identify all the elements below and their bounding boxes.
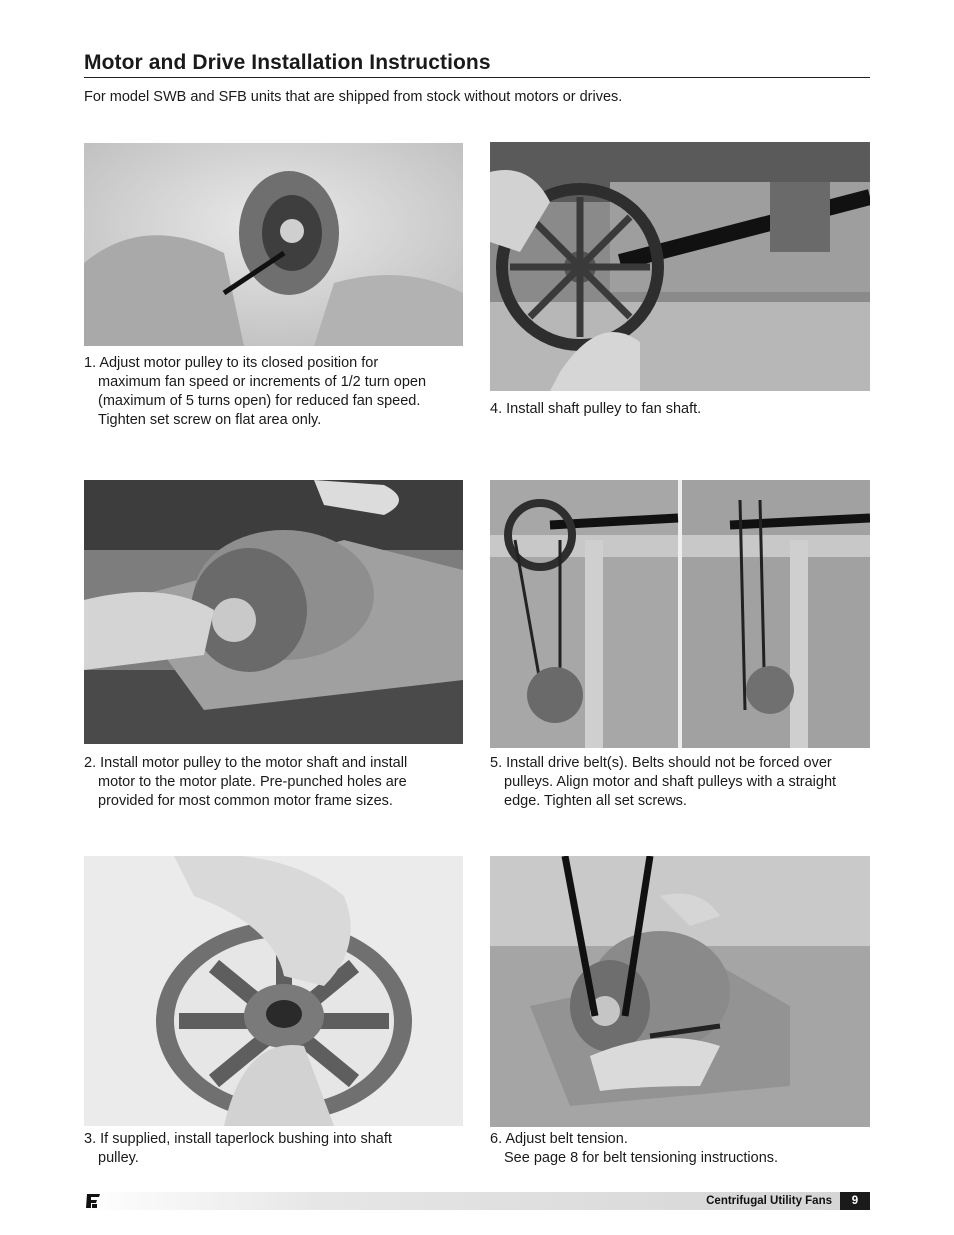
greenheck-logo-icon <box>84 1192 102 1210</box>
caption-line: 1. Adjust motor pulley to its closed position for <box>84 355 379 371</box>
caption-line: 2. Install motor pulley to the motor shaft and install <box>84 755 408 771</box>
caption-line: motor to the motor plate. Pre-punched holes are <box>98 774 407 790</box>
step-2-photo <box>84 480 463 744</box>
caption-line: 4. Install shaft pulley to fan shaft. <box>490 401 702 417</box>
step-3-caption <box>84 1130 392 1168</box>
caption-line: pulleys. Align motor and shaft pulleys with a straight <box>504 774 837 790</box>
step-2-caption <box>84 754 407 811</box>
caption-line: provided for most common motor frame sizes. <box>98 793 393 809</box>
step-6-caption <box>490 1130 778 1168</box>
step-4-caption <box>490 400 701 419</box>
caption-line: Tighten set screw on flat area only. <box>98 412 322 428</box>
step-4-photo <box>490 142 870 391</box>
page-title: Motor and Drive Installation Instructions <box>84 50 870 78</box>
caption-line: 5. Install drive belt(s). Belts should not be forced over <box>490 755 832 771</box>
caption-line: 6. Adjust belt tension. <box>490 1131 628 1147</box>
footer-bar <box>84 1192 870 1210</box>
step-1-photo <box>84 143 463 346</box>
footer-title: Centrifugal Utility Fans <box>706 1195 832 1207</box>
intro-text: For model SWB and SFB units that are shipped from stock without motors or drives. <box>84 89 623 105</box>
caption-line: 3. If supplied, install taperlock bushing into shaft <box>84 1131 392 1147</box>
step-3-photo <box>84 856 463 1126</box>
page-number: 9 <box>840 1192 870 1210</box>
step-6-photo <box>490 856 870 1127</box>
step-5-caption <box>490 754 836 811</box>
caption-line: (maximum of 5 turns open) for reduced fan speed. <box>98 393 421 409</box>
caption-line: pulley. <box>98 1150 139 1166</box>
step-1-caption <box>84 354 426 430</box>
caption-line: maximum fan speed or increments of 1/2 turn open <box>98 374 427 390</box>
step-5-photo <box>490 480 870 748</box>
caption-line: See page 8 for belt tensioning instructions. <box>504 1150 779 1166</box>
caption-line: edge. Tighten all set screws. <box>504 793 687 809</box>
